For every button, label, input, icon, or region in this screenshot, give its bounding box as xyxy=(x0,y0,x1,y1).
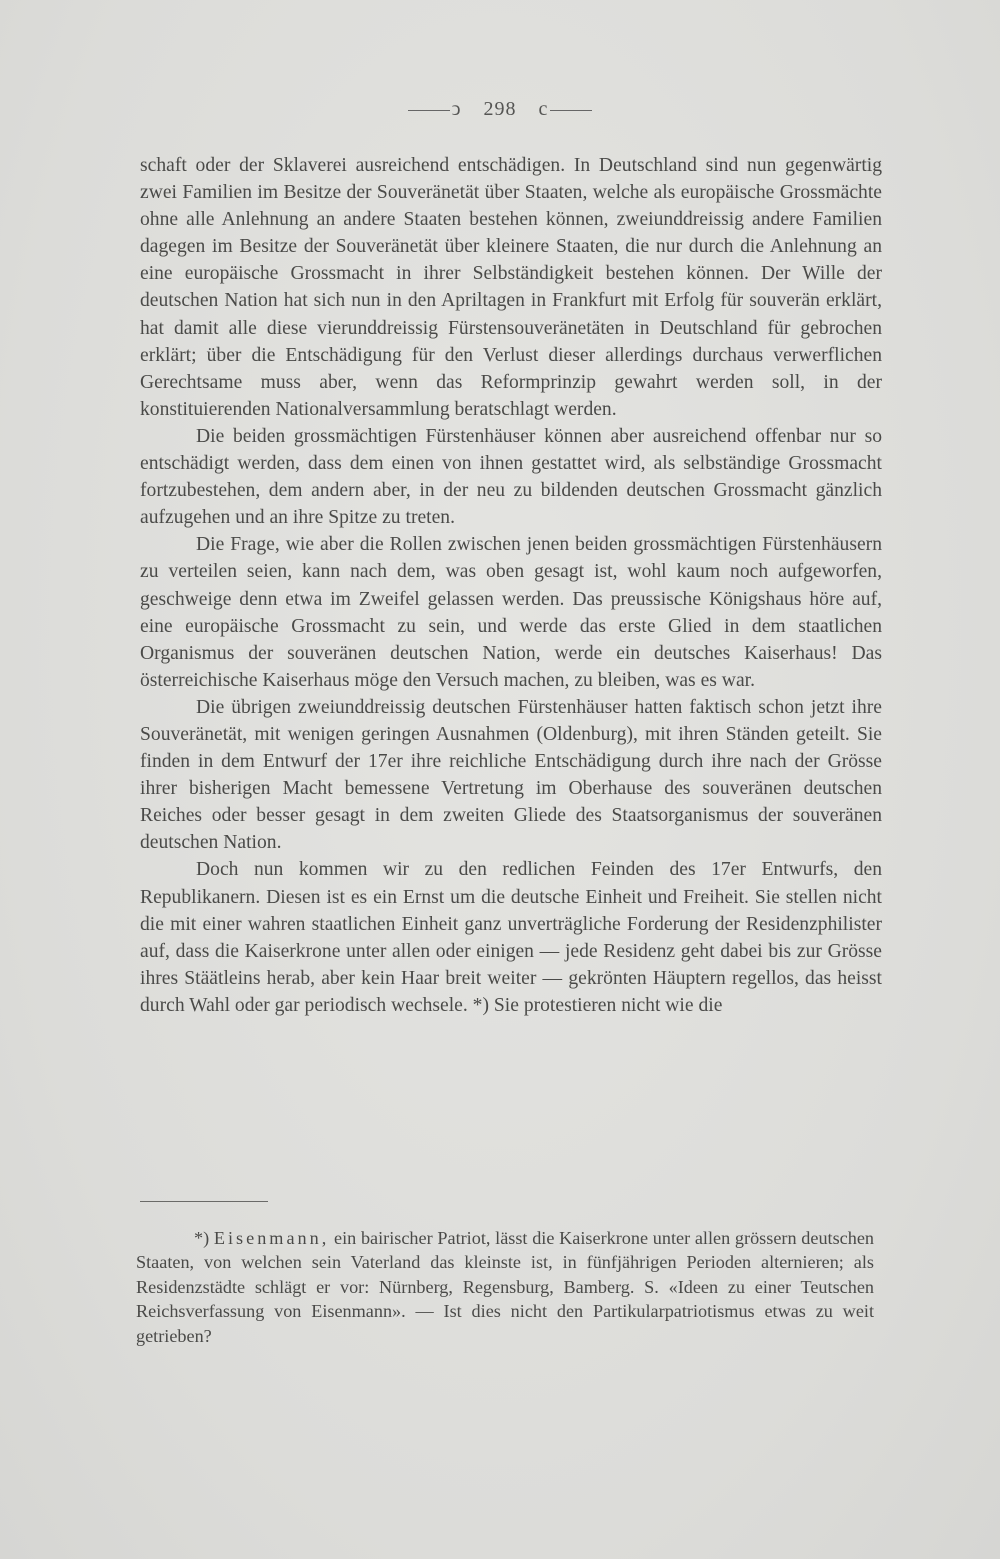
paragraph-2: Die beiden grossmächtigen Fürstenhäuser können aber ausreichend offenbar nur so entschädigt werden, dass dem einen von ihnen gestattet wird, als selbständige Grossmacht fortzubestehen, dem andern aber, in der neu zu bildenden deutschen Grossmacht gänzlich aufzugehen und an ihre Spitze zu treten. xyxy=(140,425,882,529)
page-number: 298 xyxy=(483,98,517,120)
paragraph-5: Doch nun kommen wir zu den redlichen Feinden des 17er Entwurfs, den Republikanern. Diesen ist es ein Ernst um die deutsche Einheit und Freiheit. Sie stellen nicht die mit einer wahren staatlichen Einheit ganz unverträgliche Forderung der Residenzphilister auf, dass die Kaiserkrone unter allen oder einigen — jede Residenz geht dabei bis zur Grösse ihres Stäätleins herab, aber kein Haar breit weiter — gekrönten Häuptern regellos, das heisst durch Wahl oder gar periodisch wechsele. *) Sie protestieren nicht wie die xyxy=(140,859,882,1016)
paragraph-4: Die übrigen zweiunddreissig deutschen Fürstenhäuser hatten faktisch schon jetzt ihre Souveränetät, mit wenigen geringen Ausnahmen (Oldenburg), mit ihren Ständen geteilt. Sie finden in dem Entwurf der 17er ihre reichliche Entschädigung durch ihre nach der Grösse ihrer bisherigen Macht bemessene Vertretung im Oberhause des souveränen deutschen Reiches oder besser gesagt in dem zweiten Gliede des Staatsorganismus der souveränen deutschen Nation. xyxy=(140,696,882,854)
page-header xyxy=(0,98,1000,121)
header-left-mark: ↄ xyxy=(451,98,462,120)
footnote-author: Eisenmann, xyxy=(213,1228,330,1248)
footnote xyxy=(136,1226,874,1348)
paragraph-3: Die Frage, wie aber die Rollen zwischen jenen beiden grossmächtigen Fürstenhäusern zu verteilen seien, kann nach dem, was oben gesagt ist, wohl kaum noch aufgeworfen, geschweige denn etwa im Zweifel gelassen werden. Das preussische Königshaus höre auf, eine europäische Grossmacht zu sein, und werde das erste Glied in dem staatlichen Organismus der souveränen deutschen Nation, werde ein deutsches Kaiserhaus! Das österreichische Kaiserhaus möge den Versuch machen, zu bleiben, was es war. xyxy=(140,534,882,691)
header-right-mark: c xyxy=(538,98,549,120)
header-rule-left xyxy=(408,110,450,111)
header-rule-right xyxy=(550,110,592,111)
footnote-paragraph xyxy=(136,1226,874,1348)
footnote-text: ein bairischer Patriot, lässt die Kaiserkrone unter allen grössern deutschen Staaten, von welchen sein Vaterland das kleinste ist, in fünfjährigen Perioden alternieren; als Residenzstädte schlägt er vor: Nürnberg, Regensburg, Bamberg. S. «Ideen zu einer Teutschen Reichsverfassung von Eisenmann». — Ist dies nicht den Partikularpatriotismus etwas zu weit getrieben? xyxy=(136,1228,875,1346)
main-text xyxy=(140,152,882,1019)
footnote-separator xyxy=(140,1201,268,1202)
footnote-marker: *) xyxy=(194,1228,210,1248)
paragraph-1: schaft oder der Sklaverei ausreichend entschädigen. In Deutschland sind nun gegenwärtig zwei Familien im Besitze der Souveränetät über Staaten, welche als europäische Grossmächte ohne alle Anlehnung an andere Staaten bestehen können, zweiunddreissig andere Familien dagegen im Besitze der Souveränetät über kleinere Staaten, die nur durch die Anlehnung an eine europäische Grossmacht in ihrer Selbständigkeit bestehen können. Der Wille der deutschen Nation hat sich nun in den Apriltagen in Frankfurt mit Erfolg für souverän erklärt, hat damit alle diese vierunddreissig Fürstensouveränetäten in Deutschland für gebrochen erklärt; über die Entschädigung für den Verlust dieser allerdings durchaus verwerflichen Gerechtsame muss aber, wenn das Reformprinzip gewahrt werden soll, in der konstituierenden Nationalversammlung beratschlagt werden. xyxy=(140,155,882,420)
